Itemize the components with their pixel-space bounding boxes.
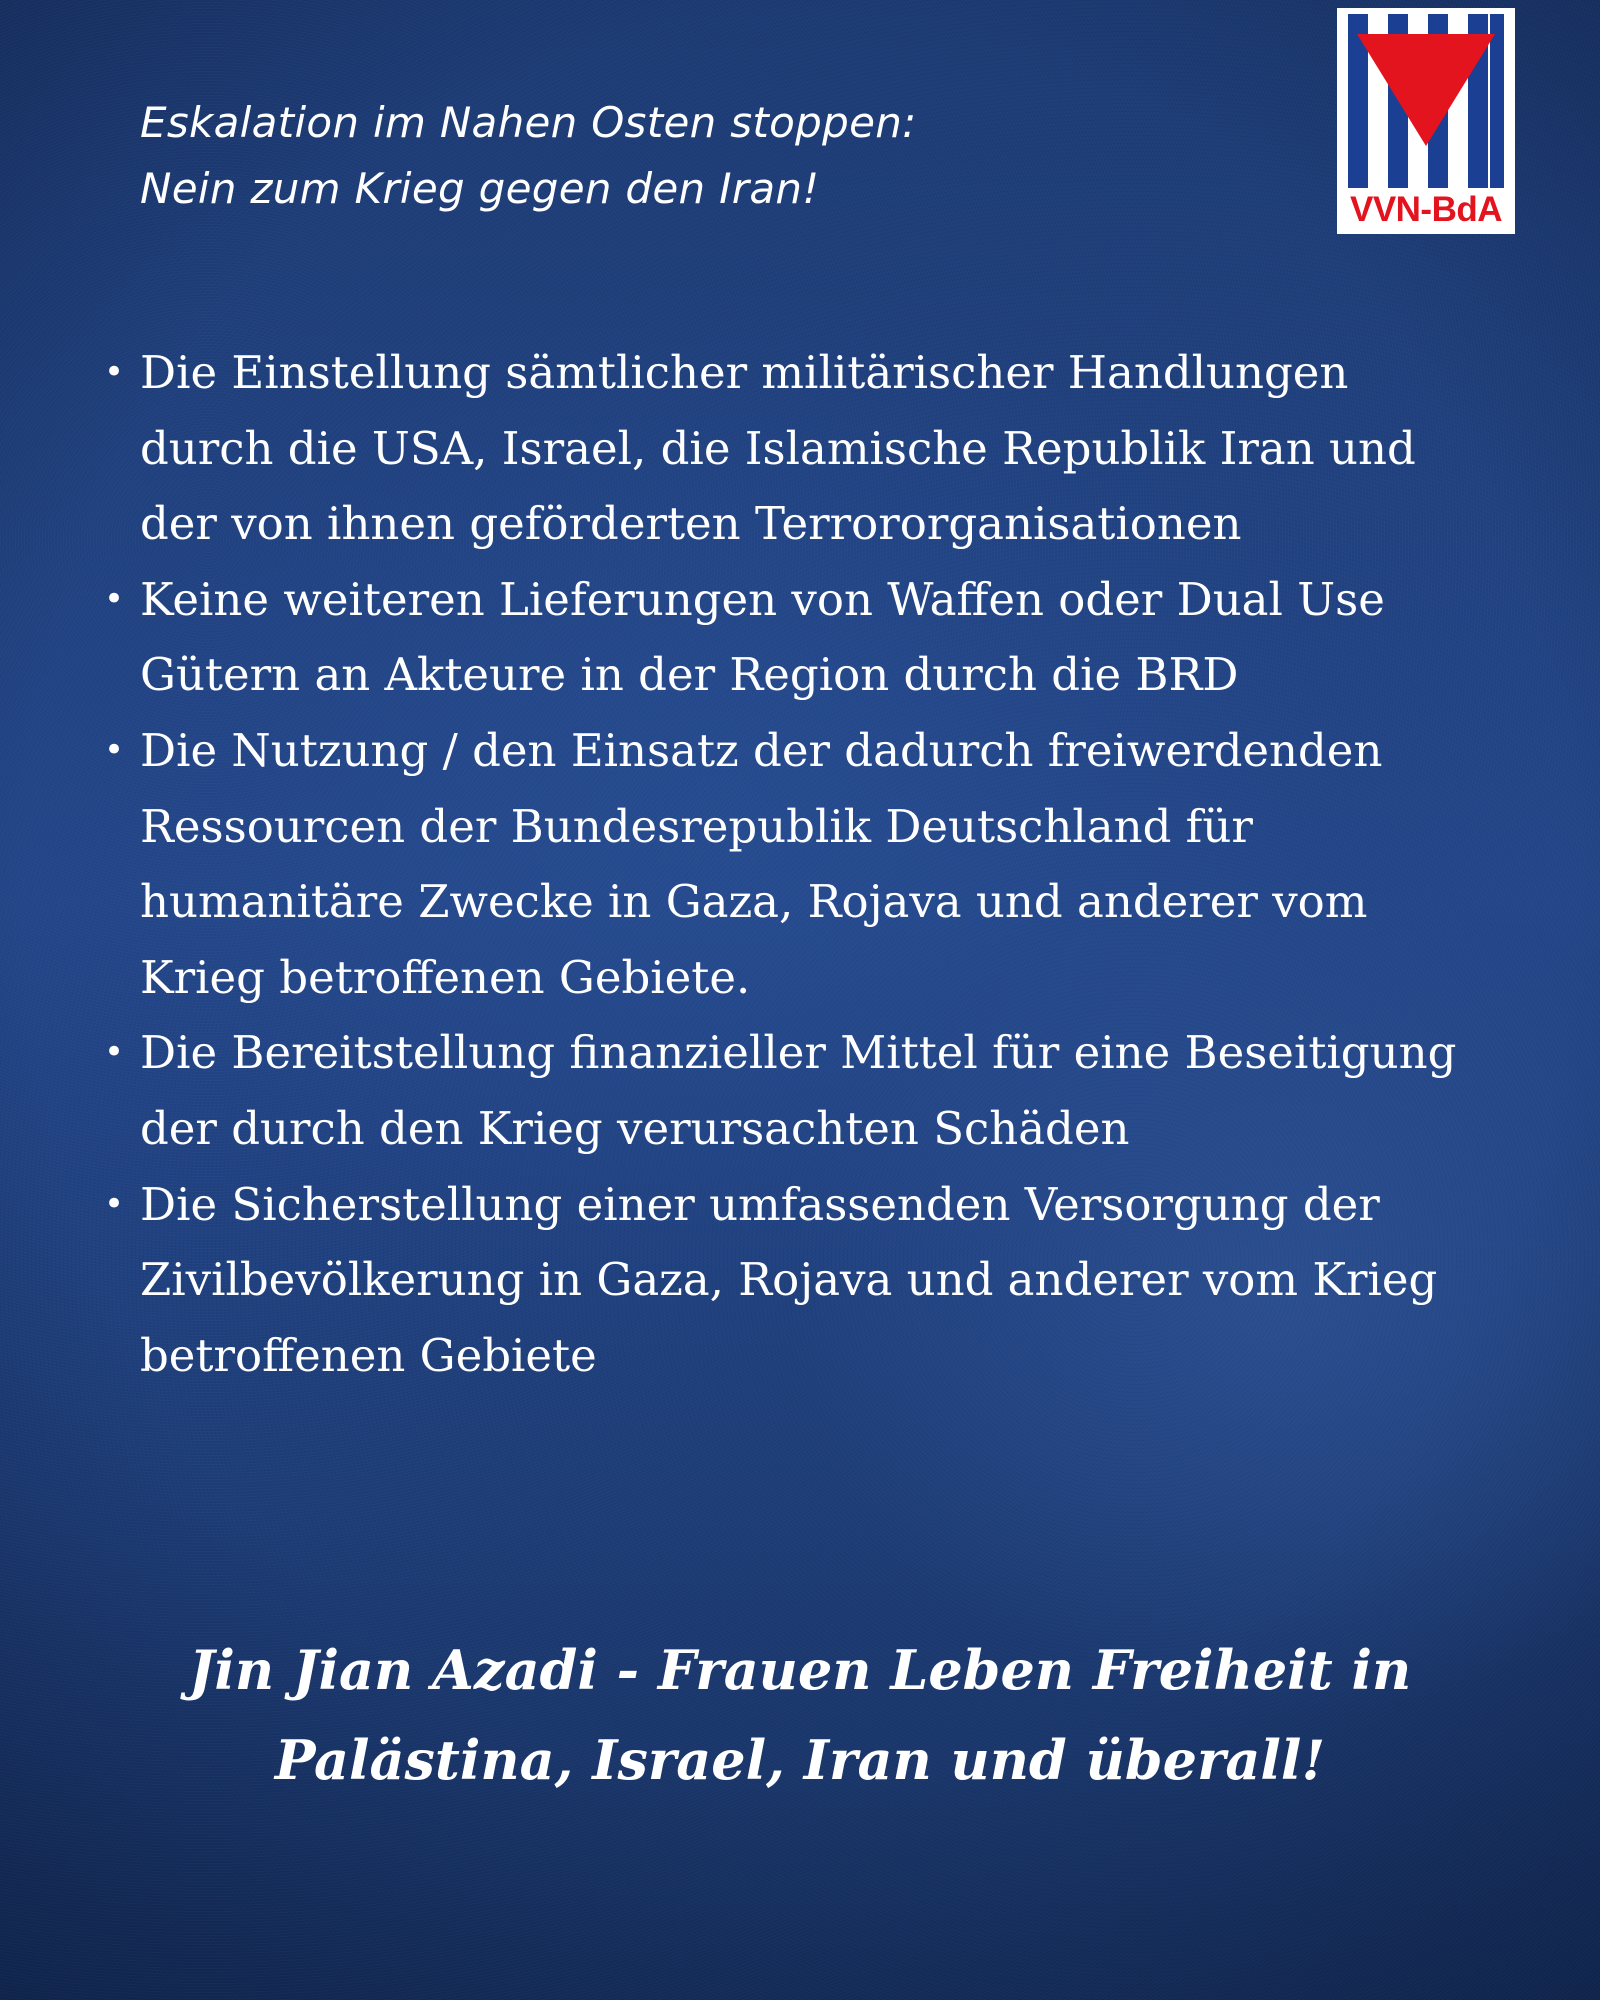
bullet: • — [104, 352, 125, 392]
logo-text: VVN-BdA — [1349, 190, 1503, 229]
list-item — [100, 713, 1500, 1015]
slogan — [100, 1625, 1500, 1805]
slogan-line-1: Jin Jian Azadi - Frauen Leben Freiheit in — [188, 1638, 1412, 1702]
vvn-bda-logo — [1337, 8, 1515, 234]
list-item — [100, 1015, 1500, 1166]
headline — [140, 90, 1040, 222]
list-item — [100, 335, 1500, 562]
demands-list — [100, 335, 1500, 1393]
slogan-line-2: Palästina, Israel, Iran und überall! — [274, 1728, 1326, 1792]
bullet: • — [104, 1183, 125, 1224]
bullet: • — [104, 729, 125, 770]
demand-text: Keine weiteren Lieferungen von Waffen oder Dual Use Gütern an Akteure in der Region durch die BRD — [140, 572, 1385, 702]
striped-triangle-emblem-icon — [1337, 8, 1515, 190]
headline-line-2: Nein zum Krieg gegen den Iran! — [140, 164, 820, 213]
bullet: • — [104, 578, 125, 619]
demand-text: Die Sicherstellung einer umfassenden Versorgung der Zivilbevölkerung in Gaza, Rojava und anderer vom Krieg betroffenen Gebiete — [140, 1177, 1438, 1382]
list-item — [100, 562, 1500, 713]
list-item — [100, 1167, 1500, 1394]
bullet: • — [104, 1032, 125, 1073]
demand-text: Die Nutzung / den Einsatz der dadurch freiwerdenden Ressourcen der Bundesrepublik Deutschland für humanitäre Zwecke in Gaza, Rojava und anderer vom Krieg betroffenen Gebiete. — [140, 723, 1383, 1004]
demand-text: Die Bereitstellung finanzieller Mittel für eine Beseitigung der durch den Krieg verursachten Schäden — [140, 1026, 1457, 1155]
demand-text: Die Einstellung sämtlicher militärischer Handlungen durch die USA, Israel, die Islamische Republik Iran und der von ihnen geförderten Terrororganisationen — [140, 346, 1416, 551]
headline-line-1: Eskalation im Nahen Osten stoppen: — [140, 98, 917, 147]
